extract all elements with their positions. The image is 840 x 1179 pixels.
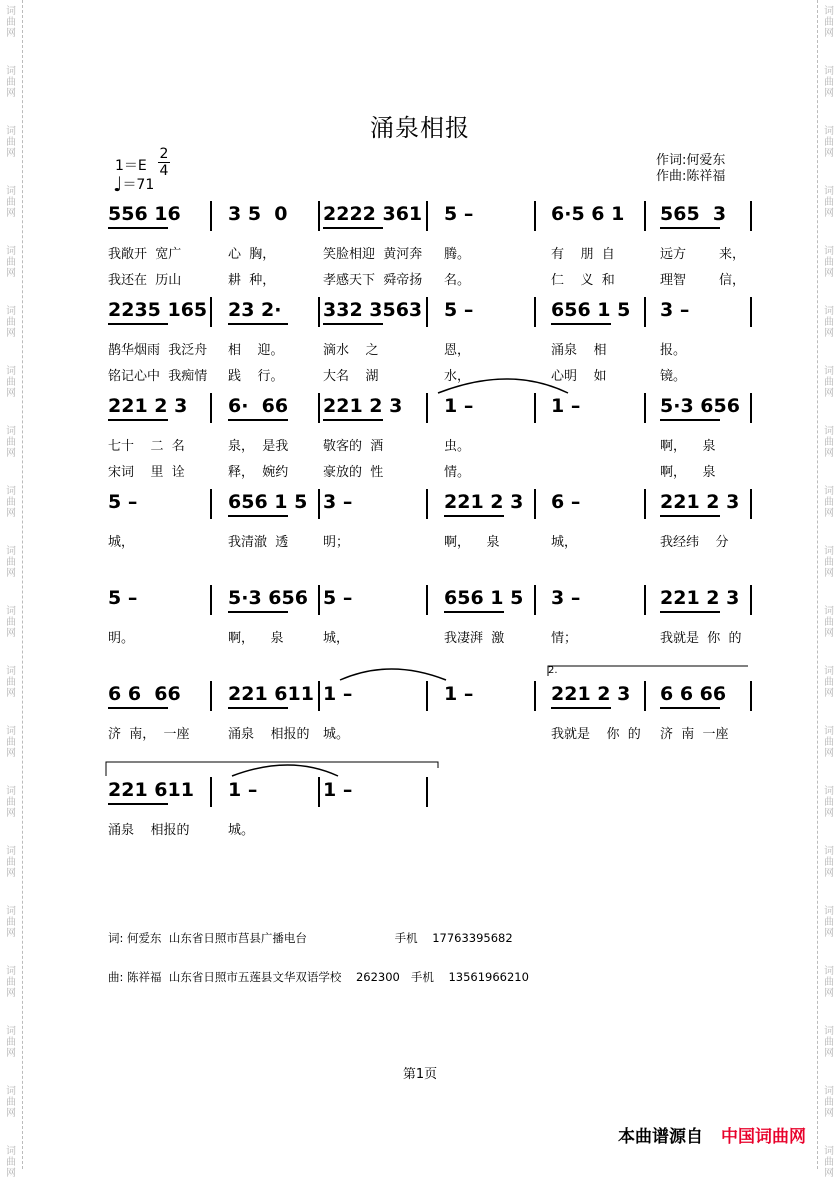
- lyric-verse-2: 理智 信，: [660, 273, 746, 288]
- bar-line: [426, 681, 428, 711]
- right-watermark-strip: [817, 0, 840, 1179]
- watermark-text: 词 曲 网: [6, 126, 16, 159]
- lyric-verse-2: 水，: [444, 369, 471, 384]
- bar-line: [210, 585, 212, 615]
- measure-notes: 556 16: [108, 203, 181, 225]
- lyric-verse-1: 心 胸，: [228, 247, 276, 262]
- lyric-verse-2: 豪放的 性: [323, 465, 384, 480]
- lyric-verse-2: 名。: [444, 273, 471, 288]
- lyric-verse-2: 情。: [444, 465, 471, 480]
- bar-line: [644, 489, 646, 519]
- bar-line: [318, 201, 320, 231]
- bar-line: [318, 393, 320, 423]
- watermark-text: 词 曲 网: [6, 606, 16, 639]
- bar-line: [210, 297, 212, 327]
- lyric-verse-1: 城，: [551, 535, 578, 550]
- bar-line: [426, 777, 428, 807]
- beam-underline: [108, 707, 168, 709]
- watermark-text: 词 曲 网: [824, 546, 834, 579]
- measure-notes: 3 5 0: [228, 203, 288, 225]
- measure-notes: 1 –: [444, 395, 474, 417]
- bar-line: [210, 777, 212, 807]
- beam-underline: [660, 227, 720, 229]
- measure-notes: 656 1 5: [444, 587, 524, 609]
- quarter-note-icon: ♩: [113, 172, 123, 196]
- measure-notes: 3 –: [551, 587, 581, 609]
- left-watermark-strip: [0, 0, 23, 1179]
- measure-notes: 656 1 5: [228, 491, 308, 513]
- bar-line: [750, 201, 752, 231]
- watermark-text: 词 曲 网: [824, 1026, 834, 1059]
- credits: [656, 153, 725, 185]
- measure-notes: 221 2 3: [108, 395, 188, 417]
- bar-line: [644, 585, 646, 615]
- lyric-verse-1: 济 南 一座: [660, 727, 729, 742]
- volta-label: 2.: [548, 665, 558, 676]
- measure-notes: 6·5 6 1: [551, 203, 625, 225]
- lyric-verse-1: 我敞开 宽广: [108, 247, 182, 262]
- lyric-verse-1: 笑脸相迎 黄河奔: [323, 247, 423, 262]
- beam-underline: [660, 707, 720, 709]
- watermark-text: 词 曲 网: [824, 426, 834, 459]
- lyric-verse-1: 我清澈 透: [228, 535, 289, 550]
- watermark-text: 词 曲 网: [824, 186, 834, 219]
- measure-notes: 5 –: [108, 587, 138, 609]
- volta-bracket-end: [106, 762, 438, 776]
- watermark-text: 词 曲 网: [824, 786, 834, 819]
- beam-underline: [228, 419, 288, 421]
- watermark-text: 词 曲 网: [824, 846, 834, 879]
- beam-underline: [228, 323, 288, 325]
- measure-notes: 221 2 3: [660, 491, 740, 513]
- bar-line: [210, 681, 212, 711]
- watermark-text: 词 曲 网: [824, 606, 834, 639]
- lyric-verse-1: 明；: [323, 535, 350, 550]
- beam-underline: [323, 419, 383, 421]
- volta-bracket: [548, 666, 748, 676]
- song-title: 涌泉相报: [370, 114, 470, 142]
- measure-notes: 221 2 3: [551, 683, 631, 705]
- lyric-verse-1: 远方 来，: [660, 247, 746, 262]
- lyric-verse-2: 铭记心中 我痴情: [108, 369, 208, 384]
- measure-notes: 1 –: [228, 779, 258, 801]
- lyric-verse-1: 啊， 泉: [228, 631, 284, 646]
- beam-underline: [323, 323, 383, 325]
- bar-line: [644, 297, 646, 327]
- bar-line: [426, 201, 428, 231]
- measure-notes: 5 –: [323, 587, 353, 609]
- bar-line: [210, 393, 212, 423]
- watermark-text: 词 曲 网: [6, 306, 16, 339]
- lyric-verse-1: 泉， 是我: [228, 439, 289, 454]
- watermark-text: 词 曲 网: [824, 246, 834, 279]
- measure-notes: 221 611: [228, 683, 314, 705]
- lyric-verse-1: 涌泉 相: [551, 343, 607, 358]
- lyric-verse-1: 我凄湃 激: [444, 631, 505, 646]
- lyric-verse-1: 我就是 你 的: [551, 727, 641, 742]
- watermark-text: 词 曲 网: [824, 306, 834, 339]
- bar-line: [426, 585, 428, 615]
- bar-line: [534, 585, 536, 615]
- beam-underline: [551, 707, 611, 709]
- source-credit: [618, 1122, 806, 1147]
- composer-credit: 作曲:陈祥福: [656, 169, 726, 184]
- beam-underline: [444, 515, 504, 517]
- measure-notes: 5·3 656: [660, 395, 740, 417]
- tempo-value: ＝71: [122, 177, 155, 193]
- bar-line: [534, 201, 536, 231]
- lyric-verse-1: 滴水 之: [323, 343, 379, 358]
- watermark-text: 词 曲 网: [824, 6, 834, 39]
- watermark-text: 词 曲 网: [6, 1026, 16, 1059]
- bar-line: [534, 393, 536, 423]
- watermark-text: 词 曲 网: [6, 246, 16, 279]
- measure-notes: 2222 361: [323, 203, 423, 225]
- watermark-text: 词 曲 网: [824, 1146, 834, 1179]
- composer-contact: 曲: 陈祥福 山东省日照市五莲县文华双语学校 262300 手机 13561966210: [108, 970, 529, 984]
- watermark-text: 词 曲 网: [6, 726, 16, 759]
- lyric-verse-1: 七十 二 名: [108, 439, 185, 454]
- beam-underline: [323, 227, 383, 229]
- lyric-verse-1: 虫。: [444, 439, 471, 454]
- lyric-verse-1: 啊， 泉: [444, 535, 500, 550]
- beam-underline: [108, 419, 168, 421]
- lyric-verse-2: 镜。: [660, 369, 687, 384]
- beam-underline: [444, 611, 504, 613]
- measure-notes: 221 2 3: [444, 491, 524, 513]
- bar-line: [750, 585, 752, 615]
- watermark-text: 词 曲 网: [6, 1146, 16, 1179]
- time-numerator: 2: [159, 146, 169, 162]
- lyric-verse-1: 我就是 你 的: [660, 631, 742, 646]
- lyric-verse-1: 相 迎。: [228, 343, 284, 358]
- watermark-text: 词 曲 网: [824, 666, 834, 699]
- watermark-text: 词 曲 网: [824, 906, 834, 939]
- bar-line: [318, 489, 320, 519]
- bar-line: [750, 297, 752, 327]
- watermark-text: 词 曲 网: [6, 1086, 16, 1119]
- beam-underline: [228, 707, 288, 709]
- lyric-verse-2: 我还在 历山: [108, 273, 182, 288]
- measure-notes: 1 –: [444, 683, 474, 705]
- bar-line: [318, 681, 320, 711]
- measure-notes: 221 2 3: [660, 587, 740, 609]
- measure-notes: 23 2·: [228, 299, 282, 321]
- beam-underline: [108, 803, 168, 805]
- tempo-marking: [113, 172, 154, 196]
- lyric-verse-1: 报。: [660, 343, 687, 358]
- watermark-text: 词 曲 网: [6, 906, 16, 939]
- measure-notes: 6 6 66: [108, 683, 181, 705]
- bar-line: [426, 489, 428, 519]
- lyric-verse-2: 啊， 泉: [660, 465, 716, 480]
- lyric-verse-1: 有 朋 自: [551, 247, 615, 262]
- beam-underline: [228, 611, 288, 613]
- lyric-verse-1: 鹊华烟雨 我泛舟: [108, 343, 208, 358]
- watermark-text: 词 曲 网: [824, 366, 834, 399]
- lyric-verse-1: 城。: [228, 823, 255, 838]
- key-signature: 1＝E: [115, 158, 147, 174]
- bar-line: [644, 393, 646, 423]
- measure-notes: 5·3 656: [228, 587, 308, 609]
- bar-line: [750, 393, 752, 423]
- lyric-verse-2: 释， 婉约: [228, 465, 289, 480]
- watermark-text: 词 曲 网: [6, 846, 16, 879]
- bar-line: [318, 297, 320, 327]
- beam-underline: [660, 611, 720, 613]
- tie-arc: [340, 669, 446, 680]
- watermark-text: 词 曲 网: [6, 366, 16, 399]
- watermark-text: 词 曲 网: [6, 966, 16, 999]
- beam-underline: [108, 323, 168, 325]
- watermark-text: 词 曲 网: [824, 726, 834, 759]
- watermark-text: 词 曲 网: [824, 966, 834, 999]
- measure-notes: 6· 66: [228, 395, 289, 417]
- bar-line: [318, 585, 320, 615]
- bar-line: [644, 201, 646, 231]
- lyric-verse-1: 城，: [323, 631, 350, 646]
- bar-line: [534, 297, 536, 327]
- beam-underline: [551, 323, 611, 325]
- lyric-verse-1: 明。: [108, 631, 135, 646]
- lyricist-credit: 作词:何爱东: [656, 153, 726, 168]
- beam-underline: [660, 419, 720, 421]
- watermark-text: 词 曲 网: [824, 1086, 834, 1119]
- lyric-verse-2: 耕 种，: [228, 273, 276, 288]
- lyric-verse-1: 腾。: [444, 247, 471, 262]
- watermark-text: 词 曲 网: [6, 546, 16, 579]
- source-site-link[interactable]: 中国词曲网: [721, 1127, 806, 1147]
- measure-notes: 2235 165: [108, 299, 208, 321]
- measure-notes: 1 –: [323, 683, 353, 705]
- lyric-verse-1: 我经纬 分: [660, 535, 729, 550]
- lyricist-contact: 词: 何爱东 山东省日照市莒县广播电台 手机 17763395682: [108, 931, 513, 945]
- tie-arc: [232, 765, 338, 776]
- watermark-text: 词 曲 网: [6, 786, 16, 819]
- measure-notes: 3 –: [660, 299, 690, 321]
- lyric-verse-1: 城，: [108, 535, 135, 550]
- measure-notes: 5 –: [444, 203, 474, 225]
- measure-notes: 221 2 3: [323, 395, 403, 417]
- measure-notes: 656 1 5: [551, 299, 631, 321]
- bar-line: [426, 297, 428, 327]
- beam-underline: [228, 515, 288, 517]
- source-label: 本曲谱源自: [618, 1127, 703, 1147]
- lyric-verse-2: 宋词 里 诠: [108, 465, 185, 480]
- lyric-verse-1: 情；: [551, 631, 578, 646]
- bar-line: [534, 681, 536, 711]
- bar-line: [210, 489, 212, 519]
- lyric-verse-1: 涌泉 相报的: [108, 823, 190, 838]
- watermark-text: 词 曲 网: [824, 126, 834, 159]
- measure-notes: 5 –: [108, 491, 138, 513]
- lyric-verse-2: 大名 湖: [323, 369, 379, 384]
- measure-notes: 3 –: [323, 491, 353, 513]
- measure-notes: 6 6 66: [660, 683, 727, 705]
- bar-line: [318, 777, 320, 807]
- bar-line: [644, 681, 646, 711]
- watermark-text: 词 曲 网: [824, 66, 834, 99]
- watermark-text: 词 曲 网: [6, 186, 16, 219]
- measure-notes: 565 3: [660, 203, 727, 225]
- watermark-text: 词 曲 网: [6, 666, 16, 699]
- lyric-verse-1: 啊， 泉: [660, 439, 716, 454]
- lyric-verse-2: 孝感天下 舜帝扬: [323, 273, 423, 288]
- beam-underline: [660, 515, 720, 517]
- lyric-verse-1: 恩，: [444, 343, 471, 358]
- time-signature: [158, 146, 170, 179]
- measure-notes: 5 –: [444, 299, 474, 321]
- watermark-text: 词 曲 网: [6, 486, 16, 519]
- watermark-text: 词 曲 网: [824, 486, 834, 519]
- bar-line: [426, 393, 428, 423]
- watermark-text: 词 曲 网: [6, 6, 16, 39]
- watermark-text: 词 曲 网: [6, 426, 16, 459]
- measure-notes: 1 –: [551, 395, 581, 417]
- lyric-verse-1: 涌泉 相报的: [228, 727, 310, 742]
- beam-underline: [108, 227, 168, 229]
- measure-notes: 6 –: [551, 491, 581, 513]
- measure-notes: 221 611: [108, 779, 194, 801]
- lyric-verse-1: 敬客的 酒: [323, 439, 384, 454]
- bar-line: [750, 489, 752, 519]
- contact-info: [108, 906, 529, 997]
- lyric-verse-2: 心明 如: [551, 369, 607, 384]
- time-denominator: 4: [159, 163, 169, 179]
- measure-notes: 1 –: [323, 779, 353, 801]
- lyric-verse-1: 城。: [323, 727, 350, 742]
- lyric-verse-2: 践 行。: [228, 369, 284, 384]
- bar-line: [750, 681, 752, 711]
- bar-line: [210, 201, 212, 231]
- lyric-verse-1: 济 南， 一座: [108, 727, 190, 742]
- measure-notes: 332 3563: [323, 299, 423, 321]
- page-number: 第1页: [402, 1067, 438, 1082]
- lyric-verse-2: 仁 义 和: [551, 273, 615, 288]
- watermark-text: 词 曲 网: [6, 66, 16, 99]
- bar-line: [534, 489, 536, 519]
